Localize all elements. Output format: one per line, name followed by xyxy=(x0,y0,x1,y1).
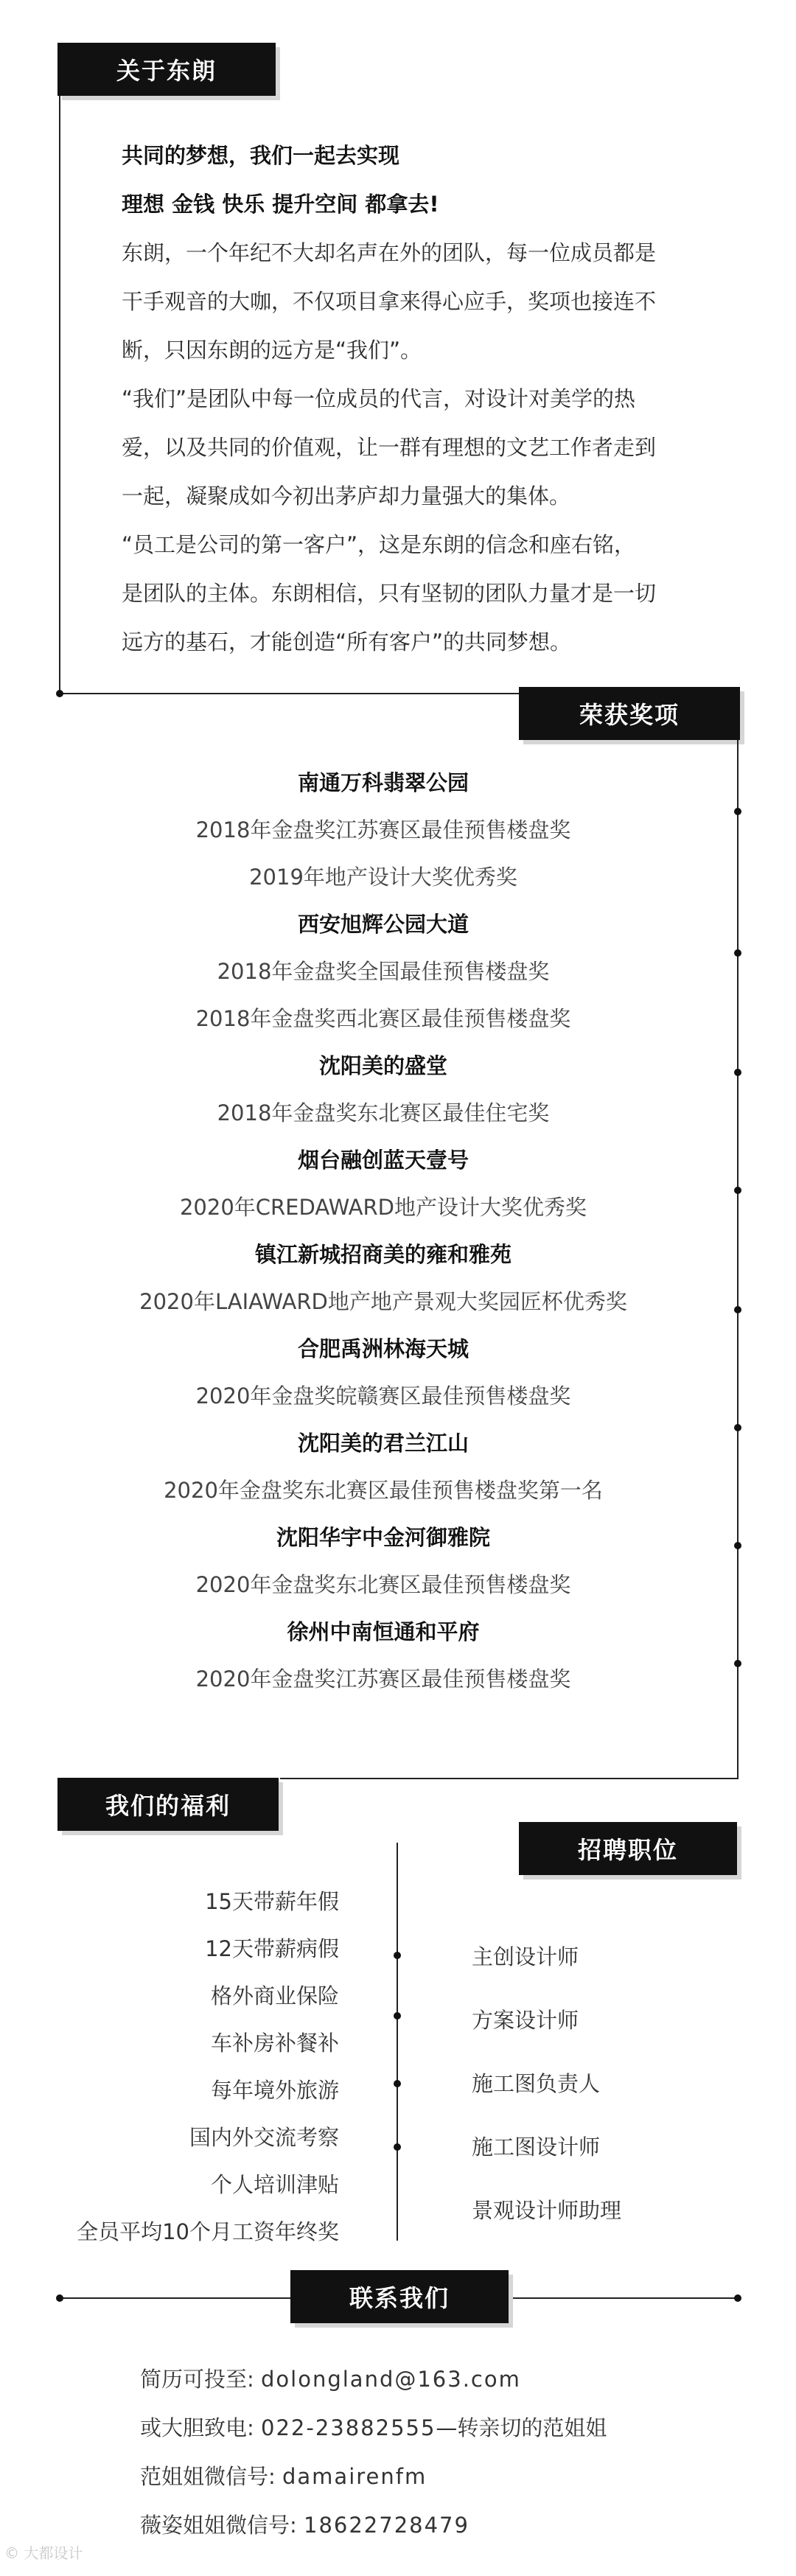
jobs-title: 招聘职位 xyxy=(519,1822,737,1875)
awards-border-right xyxy=(737,740,739,1779)
wechat1-id: damairenfm xyxy=(282,2464,427,2489)
wechat1-label: 范姐姐微信号: xyxy=(140,2464,276,2489)
awards-title: 荣获奖项 xyxy=(519,687,740,740)
benefits-title: 我们的福利 xyxy=(57,1778,279,1831)
award-prize: 2020年LAIAWARD地产地产景观大奖园匠杯优秀奖 xyxy=(139,1289,627,1314)
watermark: © 大都设计 xyxy=(4,2544,83,2562)
contact-title: 联系我们 xyxy=(290,2270,509,2323)
award-prize: 2018年金盘奖东北赛区最佳住宅奖 xyxy=(217,1100,550,1125)
about-title: 关于东朗 xyxy=(57,43,276,96)
award-prize: 2020年CREDAWARD地产设计大奖优秀奖 xyxy=(179,1195,587,1220)
about-para2-line2: 爱，以及共同的价值观，让一群有理想的文艺工作者走到 xyxy=(122,435,657,460)
benefit-item: 15天带薪年假 xyxy=(205,1889,339,1914)
award-prize: 2018年金盘奖江苏赛区最佳预售楼盘奖 xyxy=(195,817,571,842)
awards-dot-3 xyxy=(734,1069,741,1076)
award-prize: 2018年金盘奖西北赛区最佳预售楼盘奖 xyxy=(195,1006,571,1031)
jobs-list xyxy=(472,1925,621,2242)
wechat2-label: 薇姿姐姐微信号: xyxy=(140,2513,297,2538)
award-project-name: 西安旭辉公园大道 xyxy=(297,912,469,937)
phone-number[interactable]: 022-23882555 xyxy=(261,2415,436,2440)
awards-dot-4 xyxy=(734,1187,741,1194)
award-prize: 2020年金盘奖江苏赛区最佳预售楼盘奖 xyxy=(195,1666,571,1692)
benefit-item: 个人培训津贴 xyxy=(210,2172,339,2197)
contact-dot-left xyxy=(56,2294,63,2302)
contact-info xyxy=(140,2355,607,2549)
divider-dot-3 xyxy=(394,2080,401,2087)
about-para3-line3: 远方的基石，才能创造“所有客户”的共同梦想。 xyxy=(122,629,572,655)
benefit-item: 格外商业保险 xyxy=(210,1983,339,2008)
contact-wechat-1 xyxy=(140,2452,607,2501)
about-para2-line1: “我们”是团队中每一位成员的代言，对设计对美学的热 xyxy=(122,386,636,411)
award-project-name: 沈阳美的盛堂 xyxy=(318,1053,447,1078)
about-para3-line2: 是团队的主体。东朗相信，只有坚韧的团队力量才是一切 xyxy=(122,581,657,606)
benefit-item: 每年境外旅游 xyxy=(210,2078,339,2103)
phone-label: 或大胆致电: xyxy=(140,2415,254,2440)
award-prize: 2020年金盘奖东北赛区最佳预售楼盘奖第一名 xyxy=(164,1478,603,1503)
job-item: 方案设计师 xyxy=(472,2008,579,2033)
award-prize: 2020年金盘奖东北赛区最佳预售楼盘奖 xyxy=(195,1572,571,1597)
about-para1-line1: 东朗，一个年纪不大却名声在外的团队，每一位成员都是 xyxy=(122,240,657,265)
wechat2-id: 18622728479 xyxy=(304,2513,469,2538)
resume-email-link[interactable]: dolongland@163.com xyxy=(261,2367,521,2392)
contact-dot-right xyxy=(734,2294,741,2302)
divider-dot-1 xyxy=(394,1952,401,1959)
resume-label: 简历可投至: xyxy=(140,2367,254,2392)
about-border-bottom xyxy=(59,693,523,694)
job-item: 主创设计师 xyxy=(472,1944,579,1969)
about-para1-line3: 断，只因东朗的远方是“我们”。 xyxy=(122,338,422,363)
benefits-jobs-divider xyxy=(397,1843,398,2241)
job-item: 景观设计师助理 xyxy=(472,2198,622,2223)
awards-border-bottom xyxy=(280,1778,739,1779)
award-prize: 2020年金盘奖皖赣赛区最佳预售楼盘奖 xyxy=(195,1383,571,1409)
award-project-name: 沈阳美的君兰江山 xyxy=(297,1431,469,1456)
about-slogan-1: 共同的梦想，我们一起去实现 xyxy=(122,143,400,168)
divider-dot-2 xyxy=(394,2012,401,2020)
about-border-left xyxy=(59,96,60,694)
benefit-item: 车补房补餐补 xyxy=(210,2031,339,2056)
job-item: 施工图设计师 xyxy=(472,2135,601,2160)
about-text xyxy=(122,131,748,666)
about-para3-line1: “员工是公司的第一客户”，这是东朗的信念和座右铭， xyxy=(122,532,636,557)
about-para2-line3: 一起，凝聚成如今初出茅庐却力量强大的集体。 xyxy=(122,484,571,509)
award-project-name: 烟台融创蓝天壹号 xyxy=(297,1148,469,1173)
benefits-list xyxy=(77,1878,339,2255)
benefit-item: 12天带薪病假 xyxy=(205,1936,339,1961)
award-project-name: 合肥禹洲林海天城 xyxy=(297,1336,469,1361)
about-para1-line2: 干手观音的大咖，不仅项目拿来得心应手，奖项也接连不 xyxy=(122,289,657,314)
about-slogan-2: 理想 金钱 快乐 提升空间 都拿去! xyxy=(122,192,439,217)
awards-dot-6 xyxy=(734,1424,741,1431)
awards-list xyxy=(59,759,708,1703)
awards-dot-2 xyxy=(734,949,741,957)
award-project-name: 沈阳华宇中金河御雅院 xyxy=(276,1525,490,1550)
divider-dot-4 xyxy=(394,2143,401,2151)
awards-dot-1 xyxy=(734,808,741,815)
contact-phone xyxy=(140,2404,607,2452)
awards-dot-5 xyxy=(734,1306,741,1313)
awards-dot-8 xyxy=(734,1660,741,1667)
benefit-item: 国内外交流考察 xyxy=(189,2125,339,2150)
award-prize: 2019年地产设计大奖优秀奖 xyxy=(249,865,517,890)
contact-resume xyxy=(140,2355,607,2404)
awards-dot-7 xyxy=(734,1542,741,1549)
benefit-item: 全员平均10个月工资年终奖 xyxy=(77,2219,339,2244)
contact-wechat-2 xyxy=(140,2501,607,2549)
award-prize: 2018年金盘奖全国最佳预售楼盘奖 xyxy=(217,959,550,984)
job-item: 施工图负责人 xyxy=(472,2071,601,2096)
award-project-name: 南通万科翡翠公园 xyxy=(297,770,469,795)
phone-note: —转亲切的范姐姐 xyxy=(436,2415,607,2440)
about-corner-dot xyxy=(56,690,63,697)
award-project-name: 镇江新城招商美的雍和雅苑 xyxy=(254,1242,512,1267)
award-project-name: 徐州中南恒通和平府 xyxy=(287,1619,480,1644)
